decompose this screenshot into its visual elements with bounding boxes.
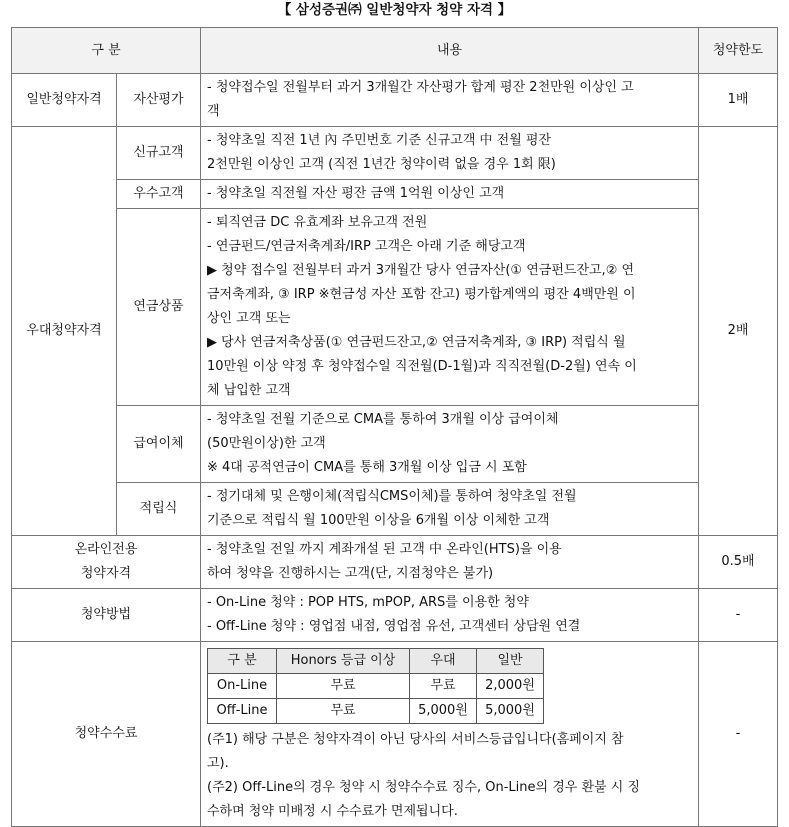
fee-label: 청약수수료 xyxy=(12,642,201,827)
fee-header-cell: 일반 xyxy=(477,649,544,674)
content-line: - 청약초일 직전월 자산 평잔 금액 1억원 이상인 고객 xyxy=(207,186,505,201)
fee-table-row xyxy=(208,674,544,699)
fee-cell: 2,000원 xyxy=(477,674,544,699)
fee-header-cell: 우대 xyxy=(410,649,477,674)
table-row-fee xyxy=(12,642,778,827)
table-row-preferred-vip xyxy=(12,180,778,209)
fee-table-header xyxy=(208,649,544,674)
preferred-content xyxy=(201,180,699,209)
table-row-preferred-pension xyxy=(12,209,778,406)
general-sub-label: 자산평가 xyxy=(117,74,201,127)
fee-limit: - xyxy=(699,642,778,827)
header-category: 구 분 xyxy=(12,28,201,74)
general-group-label: 일반청약자격 xyxy=(12,74,117,127)
content-line: ▶ 당사 연금저축상품(① 연금펀드잔고,② 연금저축계좌, ③ IRP) 적립식 월 xyxy=(207,335,626,350)
table-row-preferred-salary xyxy=(12,406,778,483)
method-limit: - xyxy=(699,589,778,642)
preferred-sub-label: 연금상품 xyxy=(117,209,201,406)
fee-cell: 무료 xyxy=(277,674,410,699)
table-row-online xyxy=(12,536,778,589)
content-line: - 연금펀드/연금저축계좌/IRP 고객은 아래 기준 해당고객 xyxy=(207,239,526,254)
general-limit: 1배 xyxy=(699,74,778,127)
table-row-method xyxy=(12,589,778,642)
method-label: 청약방법 xyxy=(12,589,201,642)
content-line: 상인 고객 또는 xyxy=(207,311,291,326)
content-line: (50만원이상)한 고객 xyxy=(207,436,326,451)
header-content: 내용 xyxy=(201,28,699,74)
fee-cell: 무료 xyxy=(277,699,410,724)
online-content xyxy=(201,536,699,589)
content-line: - 청약접수일 전월부터 과거 3개월간 자산평가 합계 평잔 2천만원 이상인 고 xyxy=(207,80,634,95)
fee-header-cell: Honors 등급 이상 xyxy=(277,649,410,674)
table-row-preferred-new xyxy=(12,127,778,180)
subscription-eligibility-table xyxy=(11,27,778,827)
preferred-sub-label: 급여이체 xyxy=(117,406,201,483)
content-line: ▶ 청약 접수일 전월부터 과거 3개월간 당사 연금자산(① 연금펀드잔고,② 연 xyxy=(207,263,635,278)
content-line: - 청약초일 직전 1년 內 주민번호 기준 신규고객 中 전월 평잔 xyxy=(207,133,552,148)
fee-note-line: 고). xyxy=(207,756,229,771)
preferred-sub-label: 신규고객 xyxy=(117,127,201,180)
content-line: - 청약초일 전일 까지 계좌개설 된 고객 中 온라인(HTS)을 이용 xyxy=(207,542,562,557)
content-line: 금저축계좌, ③ IRP ※현금성 자산 포함 잔고) 평가합계액의 평잔 4백만원 이 xyxy=(207,287,636,302)
general-content xyxy=(201,74,699,127)
preferred-content xyxy=(201,127,699,180)
online-label-line: 온라인전용 xyxy=(74,542,138,557)
fee-content xyxy=(201,642,699,827)
content-line: - Off-Line 청약 : 영업점 내점, 영업점 유선, 고객센터 상담원 연결 xyxy=(207,619,581,634)
fee-cell: Off-Line xyxy=(208,699,277,724)
online-label-line: 청약자격 xyxy=(80,566,132,581)
content-line: - On-Line 청약 : POP HTS, mPOP, ARS를 이용한 청약 xyxy=(207,595,529,610)
content-line: 10만원 이상 약정 후 청약접수일 직전월(D-1월)과 직직전월(D-2월) 연속 이 xyxy=(207,359,637,374)
fee-cell: 무료 xyxy=(410,674,477,699)
table-header-row xyxy=(12,28,778,74)
fee-cell: On-Line xyxy=(208,674,277,699)
preferred-group-label: 우대청약자격 xyxy=(12,127,117,536)
page-title: 【 삼성증권㈜ 일반청약자 청약 자격 】 xyxy=(277,2,512,18)
fee-cell: 5,000원 xyxy=(410,699,477,724)
content-line: 기준으로 적립식 월 100만원 이상을 6개월 이상 이체한 고객 xyxy=(207,513,550,528)
content-line: 하여 청약을 진행하시는 고객(단, 지점청약은 불가) xyxy=(207,566,494,581)
content-line: - 퇴직연금 DC 유효계좌 보유고객 전원 xyxy=(207,215,428,230)
online-label xyxy=(12,536,201,589)
table-row-general xyxy=(12,74,778,127)
preferred-content xyxy=(201,483,699,536)
content-line: - 청약초일 전월 기준으로 CMA를 통하여 3개월 이상 급여이체 xyxy=(207,412,559,427)
content-line: 2천만원 이상인 고객 (직전 1년간 청약이력 없을 경우 1회 限) xyxy=(207,157,556,172)
preferred-content xyxy=(201,209,699,406)
preferred-sub-label: 적립식 xyxy=(117,483,201,536)
table-row-preferred-installment xyxy=(12,483,778,536)
content-line: 객 xyxy=(207,104,220,119)
fee-note-line: (주1) 해당 구분은 청약자격이 아닌 당사의 서비스등급입니다(홈페이지 참 xyxy=(207,732,624,747)
preferred-sub-label: 우수고객 xyxy=(117,180,201,209)
header-limit: 청약한도 xyxy=(699,28,778,74)
fee-cell: 5,000원 xyxy=(477,699,544,724)
content-line: - 정기대체 및 은행이체(적립식CMS이체)를 통하여 청약초일 전월 xyxy=(207,489,577,504)
fee-table xyxy=(207,648,544,724)
fee-header-cell: 구 분 xyxy=(208,649,277,674)
preferred-limit: 2배 xyxy=(699,127,778,536)
online-limit: 0.5배 xyxy=(699,536,778,589)
fee-note-line: 수하며 청약 미배정 시 수수료가 면제됩니다. xyxy=(207,804,458,819)
content-line: ※ 4대 공적연금이 CMA를 통해 3개월 이상 입금 시 포함 xyxy=(207,460,527,475)
preferred-content xyxy=(201,406,699,483)
content-line: 체 납입한 고객 xyxy=(207,383,291,398)
fee-note-line: (주2) Off-Line의 경우 청약 시 청약수수료 징수, On-Line의 경우 환불 시 징 xyxy=(207,780,640,795)
fee-table-row xyxy=(208,699,544,724)
method-content xyxy=(201,589,699,642)
